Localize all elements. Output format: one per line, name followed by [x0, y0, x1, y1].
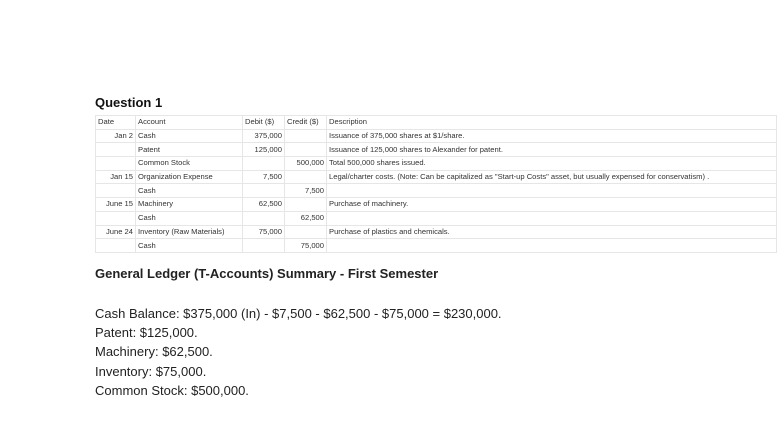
- table-row: [96, 157, 777, 171]
- row-debit: 125,000: [243, 143, 285, 157]
- row-account: Organization Expense: [136, 170, 243, 184]
- row-credit: 75,000: [285, 239, 327, 253]
- row-debit: [243, 211, 285, 225]
- row-date: Jan 2: [96, 129, 136, 143]
- row-debit: 75,000: [243, 225, 285, 239]
- header-account: Account: [136, 116, 243, 130]
- summary-title: General Ledger (T-Accounts) Summary - First Semester: [95, 266, 439, 281]
- row-credit: 62,500: [285, 211, 327, 225]
- row-credit: 500,000: [285, 157, 327, 171]
- row-date: [96, 143, 136, 157]
- row-description: [327, 184, 777, 198]
- row-description: [327, 239, 777, 253]
- summary-line-patent: Patent: $125,000.: [95, 325, 198, 341]
- row-debit: [243, 184, 285, 198]
- row-credit: [285, 170, 327, 184]
- journal-entries-table: [95, 115, 777, 253]
- header-debit: Debit ($): [243, 116, 285, 130]
- row-credit: 7,500: [285, 184, 327, 198]
- row-description: Issuance of 125,000 shares to Alexander for patent.: [327, 143, 777, 157]
- row-description: Purchase of machinery.: [327, 198, 777, 212]
- row-date: [96, 239, 136, 253]
- row-credit: [285, 225, 327, 239]
- table-row: [96, 211, 777, 225]
- table-header-row: [96, 116, 777, 130]
- row-date: [96, 184, 136, 198]
- row-description: Purchase of plastics and chemicals.: [327, 225, 777, 239]
- row-debit: [243, 239, 285, 253]
- row-account: Patent: [136, 143, 243, 157]
- row-account: Inventory (Raw Materials): [136, 225, 243, 239]
- table-row: [96, 170, 777, 184]
- table-row: [96, 143, 777, 157]
- row-debit: 62,500: [243, 198, 285, 212]
- row-date: June 15: [96, 198, 136, 212]
- summary-lines: [95, 304, 502, 400]
- row-credit: [285, 129, 327, 143]
- table-row: [96, 239, 777, 253]
- row-account: Cash: [136, 211, 243, 225]
- summary-line-cash: Cash Balance: $375,000 (In) - $7,500 - $62,500 - $75,000 = $230,000.: [95, 306, 502, 321]
- row-date: [96, 157, 136, 171]
- row-description: Legal/charter costs. (Note: Can be capitalized as "Start-up Costs" asset, but usually expensed for conservatism) .: [327, 170, 777, 184]
- row-debit: 375,000: [243, 129, 285, 143]
- row-date: [96, 211, 136, 225]
- table-row: [96, 225, 777, 239]
- row-description: Issuance of 375,000 shares at $1/share.: [327, 129, 777, 143]
- row-account: Cash: [136, 129, 243, 143]
- row-description: [327, 211, 777, 225]
- header-date: Date: [96, 116, 136, 130]
- header-credit: Credit ($): [285, 116, 327, 130]
- row-credit: [285, 198, 327, 212]
- row-debit: [243, 157, 285, 171]
- row-description: Total 500,000 shares issued.: [327, 157, 777, 171]
- row-account: Cash: [136, 184, 243, 198]
- row-account: Cash: [136, 239, 243, 253]
- summary-line-inventory: Inventory: $75,000.: [95, 363, 207, 379]
- summary-line-common-stock: Common Stock: $500,000.: [95, 382, 249, 398]
- table-row: [96, 184, 777, 198]
- summary-line-machinery: Machinery: $62,500.: [95, 344, 213, 360]
- row-date: Jan 15: [96, 170, 136, 184]
- row-credit: [285, 143, 327, 157]
- row-account: Machinery: [136, 198, 243, 212]
- table-row: [96, 198, 777, 212]
- header-description: Description: [327, 116, 777, 130]
- row-date: June 24: [96, 225, 136, 239]
- table-row: [96, 129, 777, 143]
- row-debit: 7,500: [243, 170, 285, 184]
- row-account: Common Stock: [136, 157, 243, 171]
- question-title: Question 1: [95, 95, 163, 110]
